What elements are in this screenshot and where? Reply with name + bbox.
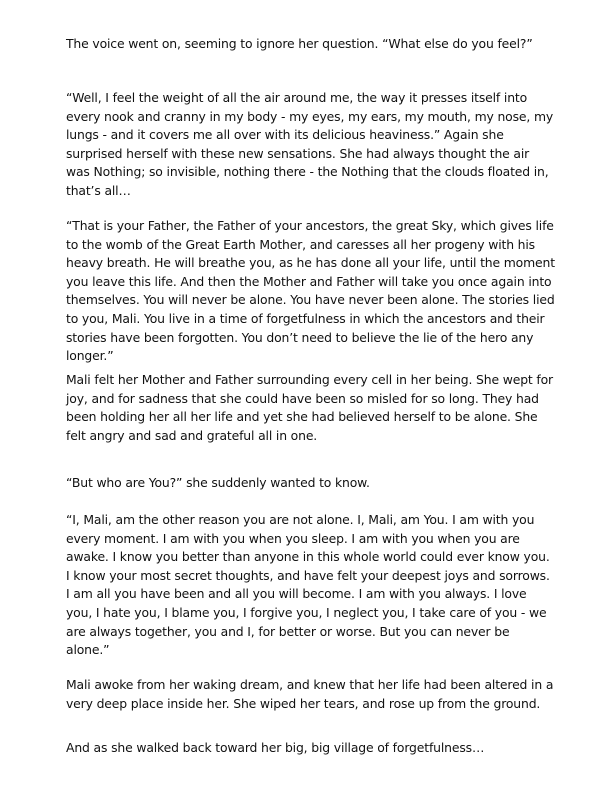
paragraph-1: The voice went on, seeming to ignore her question. “What else do you feel?”	[66, 36, 533, 51]
paragraph-5: “But who are You?” she suddenly wanted to know.	[66, 475, 370, 490]
paragraph-6: “I, Mali, am the other reason you are not alone. I, Mali, am You. I am with you every moment. I am with you when you sleep. I am with you when you are awake. I know you better than anyone in this whole world could ever know you. I know your most secret thoughts, and have felt your deepest joys and sorrows. I am all you have been and all you will become. I am with you always. I love you, I hate you, I blame you, I forgive you, I neglect you, I take care of you - we are always together, you and I, for better or worse. But you can never be alone.”	[66, 512, 550, 658]
paragraph-8: And as she walked back toward her big, big village of forgetfulness…	[66, 740, 485, 755]
paragraph-4: Mali felt her Mother and Father surrounding every cell in her being. She wept for joy, and for sadness that she could have been so misled for so long. They had been holding her all her life and yet she had believed herself to be alone. She felt angry and sad and grateful all in one.	[66, 372, 553, 443]
paragraph-3: “That is your Father, the Father of your ancestors, the great Sky, which gives life to the womb of the Great Earth Mother, and caresses all her progeny with his heavy breath. He will breathe you, as he has done all your life, until the moment you leave this life. And then the Mother and Father will take you once again into themselves. You will never be alone. You have never been alone. The stories lied to you, Mali. You live in a time of forgetfulness in which the ancestors and their stories have been forgotten. You don’t need to believe the lie of the hero any longer.”	[66, 218, 555, 364]
paragraph-7: Mali awoke from her waking dream, and knew that her life had been altered in a very deep place inside her. She wiped her tears, and rose up from the ground.	[66, 677, 554, 711]
paragraph-2: “Well, I feel the weight of all the air around me, the way it presses itself into every nook and cranny in my body - my eyes, my ears, my mouth, my nose, my lungs - and it covers me all over with its delicious heaviness.” Again she surprised herself with these new sensations. She had always thought the air was Nothing; so invisible, nothing there - the Nothing that the clouds floated in, that’s all…	[66, 90, 554, 198]
